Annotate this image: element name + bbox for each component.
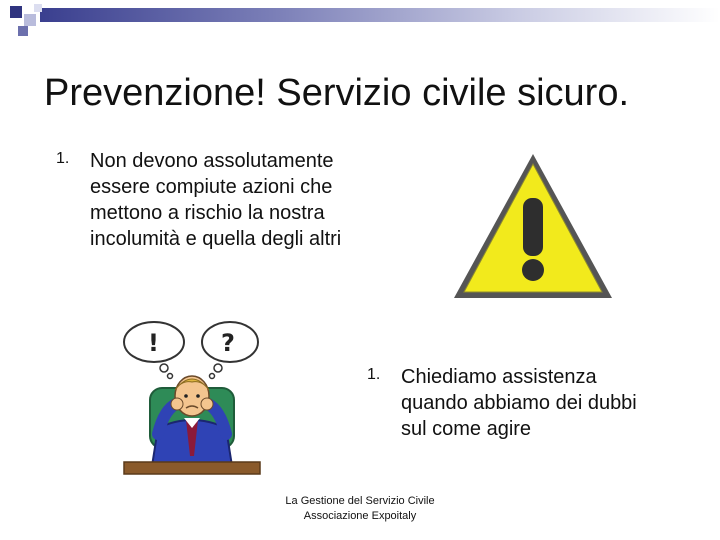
list-item (367, 364, 657, 442)
list-advice (367, 364, 657, 442)
svg-text:!: ! (148, 329, 159, 357)
top-gradient-bar (40, 8, 720, 22)
slide-title: Prevenzione! Servizio civile sicuro. (44, 72, 630, 114)
corner-square-dark (10, 6, 22, 18)
list-item (56, 148, 346, 252)
list-rules (56, 148, 346, 252)
svg-text:?: ? (221, 329, 235, 357)
corner-square-light (24, 14, 36, 26)
list-number: 1. (367, 366, 381, 383)
corner-square-small (34, 4, 42, 12)
list-item-text: Non devono assolutamente essere compiute azioni che mettono a rischio la nostra incolumità e quella degli altri (90, 150, 342, 250)
footer-line-2: Associazione Expoitaly (303, 510, 417, 522)
warning-sign-icon (448, 148, 618, 304)
list-item-text: Chiediamo assistenza quando abbiamo dei dubbi sul come agire (401, 366, 637, 440)
footer-line-1: La Gestione del Servizio Civile (285, 495, 435, 507)
corner-square-mid (18, 26, 28, 36)
thinking-man-cartoon-icon (112, 316, 272, 476)
slide-footer (250, 494, 470, 524)
list-number: 1. (56, 150, 70, 167)
